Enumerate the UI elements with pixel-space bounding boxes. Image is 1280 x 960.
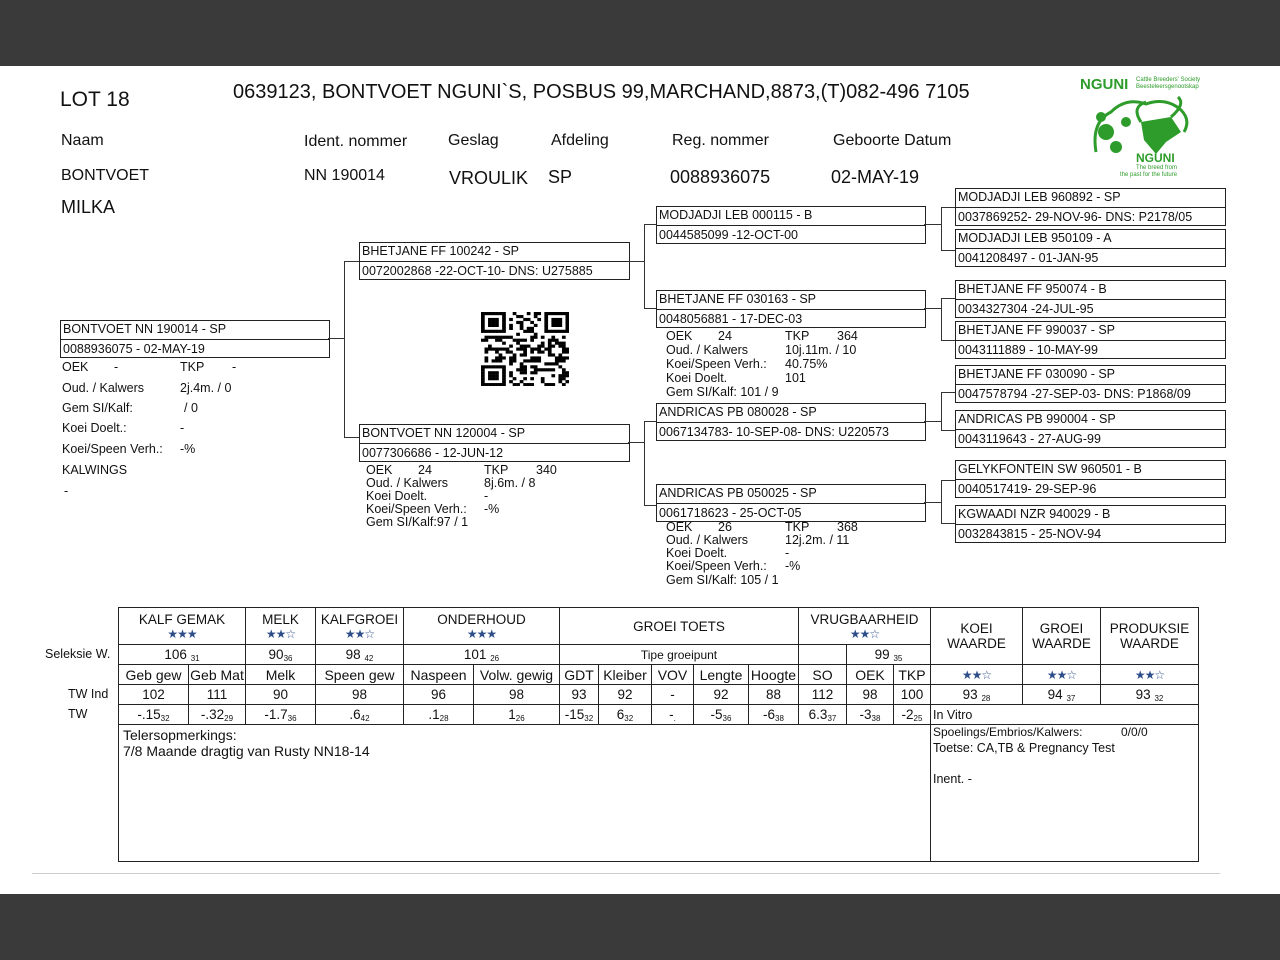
subject-gem-value: / 0 (184, 401, 198, 415)
dd-tkp-label: TKP (785, 520, 810, 534)
g3-3-line-2: 0034327304 -24-JUL-95 (958, 302, 1094, 316)
kalfgroei-group: KALFGROEI ★★☆ (316, 608, 404, 645)
produksie-waarde-header: PRODUKSIE WAARDE (1101, 608, 1199, 665)
subject-line-1: BONTVOET NN 190014 - SP (63, 322, 227, 336)
tw-value: $-.15_{32}$ (119, 705, 189, 725)
subject-speen-label: Koei/Speen Verh.: (62, 442, 163, 456)
g3-7-line-2: 0040517419- 29-SEP-96 (958, 482, 1097, 496)
geboorte-header: Geboorte Datum (833, 132, 952, 149)
g3-6-line-1: ANDRICAS PB 990004 - SP (958, 412, 1116, 426)
vrugbaarheid-selection: 99 $_{35}$ (847, 645, 931, 665)
sd-tkp-value: 364 (837, 329, 858, 343)
sd-oek-label: OEK (666, 329, 693, 343)
tw-ind-value: 92 (599, 685, 652, 705)
tw-ind-label: TW Ind (68, 687, 109, 701)
naam-header: Naam (61, 132, 104, 149)
dam-koei-value: - (484, 489, 489, 503)
tw-ind-value: 96 (404, 685, 474, 705)
column-header: VOV (652, 665, 694, 685)
dam-line-1: BONTVOET NN 120004 - SP (362, 426, 526, 440)
breeder-line: 0639123, BONTVOET NGUNI`S, POSBUS 99,MARCHAND,8873,(T)082-496 7105 (233, 81, 970, 103)
tw-ind-value: - (652, 685, 694, 705)
dam-tkp-label: TKP (484, 463, 509, 477)
dam-koei-label: Koei Doelt. (366, 489, 428, 503)
g3-4-line-2: 0043111889 - 10-MAY-99 (958, 343, 1098, 357)
tw-label: TW (68, 707, 88, 721)
remarks-cell (119, 725, 931, 862)
animal-geboorte: 02-MAY-19 (831, 167, 920, 187)
tw-value: $-_.$ (652, 705, 694, 725)
sd-oud-value: 10j.11m. / 10 (785, 343, 857, 357)
column-header: Hoogte (749, 665, 799, 685)
onderhoud-selection: 101 $_{26}$ (404, 645, 560, 665)
dam-tkp-value: 340 (536, 463, 557, 477)
g3-box-6 (955, 410, 1226, 448)
column-header: GDT (560, 665, 599, 685)
dd-koei-label: Koei Doelt. (666, 546, 728, 560)
tw-value: $-5_{36}$ (694, 705, 749, 725)
g3-5-line-2: 0047578794 -27-SEP-03- DNS: P1868/09 (958, 387, 1191, 401)
g3-1-line-2: 0037869252- 29-NOV-96- DNS: P2178/05 (958, 210, 1193, 224)
subject-stats (62, 361, 322, 501)
subject-tkp-label: TKP (180, 360, 205, 374)
ds-line-1: ANDRICAS PB 080028 - SP (659, 405, 817, 419)
tw-ind-value: 112 (799, 685, 847, 705)
column-header: Melk (246, 665, 316, 685)
dd-speen-value: -% (785, 559, 801, 573)
tw-row (119, 705, 1199, 725)
kalf-gemak-group: KALF GEMAK ★★★ (119, 608, 246, 645)
sd-oud-label: Oud. / Kalwers (666, 343, 748, 357)
vrugbaarheid-group: VRUGBAARHEID ★★☆ (799, 608, 931, 645)
animal-geslag: VROULIK (449, 168, 529, 188)
tw-value: $-1.7_{36}$ (246, 705, 316, 725)
subject-oud-label: Oud. / Kalwers (62, 381, 144, 395)
subject-tkp-value: - (232, 360, 237, 374)
tw-value: $-.32_{29}$ (189, 705, 246, 725)
sd-line-2: 0048056881 - 17-DEC-03 (659, 312, 803, 326)
column-header: Lengte (694, 665, 749, 685)
ident-header: Ident. nommer (304, 133, 408, 150)
dd-tkp-value: 368 (837, 520, 858, 534)
subject-kalwings-value: - (64, 484, 69, 498)
column-header: Geb Mat (190, 666, 244, 683)
sd-koei-value: 101 (785, 371, 806, 385)
dam-oek-value: 24 (418, 463, 432, 477)
dam-stats (366, 464, 626, 534)
tw-ind-value: 102 (119, 685, 189, 705)
star-rating-icon: ★★☆ (931, 665, 1023, 685)
remarks-text: 7/8 Maande dragtig van Rusty NN18-14 (123, 743, 370, 759)
tw-ind-value: 98 (847, 685, 894, 705)
seleksie-label: Seleksie W. (45, 647, 111, 661)
qr-code (481, 312, 569, 386)
kalfgroei-selection: 98 $_{42}$ (316, 645, 404, 665)
ss-line-2: 0044585099 -12-OCT-00 (659, 228, 798, 242)
g3-box-7 (955, 460, 1226, 498)
tw-ind-value: 100 (894, 685, 931, 705)
tw-value: $1_{26}$ (474, 705, 560, 725)
sd-koei-label: Koei Doelt. (666, 371, 728, 385)
star-rating-icon: ★★☆ (1101, 665, 1199, 685)
g3-8-line-1: KGWAADI NZR 940029 - B (958, 507, 1111, 521)
sire-box (359, 242, 630, 280)
tw-ind-value: 98 (316, 685, 404, 705)
g3-7-line-1: GELYKFONTEIN SW 960501 - B (958, 462, 1142, 476)
dam-box (359, 424, 630, 462)
subject-oud-value: 2j.4m. / 0 (180, 381, 232, 395)
star-rating-icon: ★★★ (167, 626, 197, 641)
reg-header: Reg. nommer (672, 132, 769, 149)
tw-ind-value: 98 (474, 685, 560, 705)
g3-2-line-2: 0041208497 - 01-JAN-95 (958, 251, 1099, 265)
column-header: Kleiber (599, 665, 652, 685)
animal-ident: NN 190014 (304, 167, 385, 184)
column-header: SO (799, 665, 847, 685)
groei-toets-group: GROEI TOETS (560, 608, 799, 645)
g3-1-line-1: MODJADJI LEB 960892 - SP (958, 190, 1121, 204)
toetse: Toetse: CA,TB & Pregnancy Test (933, 741, 1115, 755)
subject-oek-label: OEK (62, 360, 89, 374)
tw-value: $.6_{42}$ (316, 705, 404, 725)
subject-koei-label: Koei Doelt.: (62, 421, 127, 435)
remarks-right-cell (931, 725, 1199, 862)
g3-6-line-2: 0043119643 - 27-AUG-99 (958, 432, 1101, 446)
subject-koei-value: - (180, 421, 185, 435)
star-rating-icon: ★★☆ (1023, 665, 1101, 685)
kalf-gemak-selection: 106 $_{31}$ (119, 645, 246, 665)
sd-line-1: BHETJANE FF 030163 - SP (659, 292, 817, 306)
ds-line-2: 0067134783- 10-SEP-08- DNS: U220573 (659, 425, 890, 439)
column-header: Geb gew (119, 665, 189, 685)
logo-brand-small: NGUNI (1136, 151, 1175, 165)
in-vitro: In Vitro (931, 705, 1199, 725)
g3-3-line-1: BHETJANE FF 950074 - B (958, 282, 1107, 296)
bottom-rule (32, 873, 1220, 874)
melk-selection: $90_{36}$ (246, 645, 316, 665)
animal-afdeling: SP (548, 167, 573, 187)
dd-speen-label: Koei/Speen Verh.: (666, 559, 767, 573)
dam-oud-label: Oud. / Kalwers (366, 476, 448, 490)
afdeling-header: Afdeling (551, 132, 609, 149)
g3-box-3 (955, 280, 1226, 318)
g3-box-4 (955, 321, 1226, 359)
dd-oek-label: OEK (666, 520, 693, 534)
subject-oek-value: - (114, 360, 119, 374)
star-rating-icon: ★★★ (466, 626, 497, 641)
bottom-bar (0, 894, 1280, 960)
tw-value: $6.3_{37}$ (799, 705, 847, 725)
tipe-groeipunt: Tipe groeipunt (560, 645, 799, 665)
tw-value: $-15_{32}$ (560, 705, 599, 725)
animal-name-1: BONTVOET (61, 167, 150, 184)
sd-box (656, 290, 926, 328)
subject-line-2: 0088936075 - 02-MAY-19 (63, 342, 205, 356)
tw-value: $-3_{38}$ (847, 705, 894, 725)
evaluation-table (118, 607, 1199, 862)
tw-ind-value: 111 (189, 685, 246, 705)
sd-speen-label: Koei/Speen Verh.: (666, 357, 767, 371)
dd-line-1: ANDRICAS PB 050025 - SP (659, 486, 817, 500)
star-rating-icon: ★★☆ (849, 626, 880, 641)
dd-oek-value: 26 (718, 520, 732, 534)
column-header: Speen gew (316, 665, 404, 685)
dd-line-2: 0061718623 - 25-OCT-05 (659, 506, 802, 520)
subject-gem-label: Gem SI/Kalf: (62, 401, 133, 415)
tw-value: $-2_{25}$ (894, 705, 931, 725)
tw-ind-value: 88 (749, 685, 799, 705)
tw-ind-row (119, 685, 1199, 705)
ss-box (656, 206, 926, 244)
ss-line-1: MODJADJI LEB 000115 - B (659, 208, 813, 222)
tw-ind-value: 90 (246, 685, 316, 705)
tw-value: $.1_{28}$ (404, 705, 474, 725)
spoeling-value: 0/0/0 (1121, 725, 1148, 739)
sd-stats (666, 330, 926, 400)
melk-group: MELK ★★☆ (246, 608, 316, 645)
logo-tagline-1: The breed from (1136, 165, 1178, 171)
dd-stats (666, 521, 926, 591)
geslag-header: Geslag (448, 132, 499, 149)
dd-oud-value: 12j.2m. / 11 (785, 533, 850, 547)
column-header: Naspeen (404, 665, 474, 685)
g3-8-line-2: 0032843815 - 25-NOV-94 (958, 527, 1102, 541)
g3-2-line-1: MODJADJI LEB 950109 - A (958, 231, 1112, 245)
g3-5-line-1: BHETJANE FF 030090 - SP (958, 367, 1116, 381)
g3-box-1 (955, 188, 1226, 226)
sire-line-1: BHETJANE FF 100242 - SP (362, 244, 520, 258)
top-bar (0, 0, 1280, 66)
dd-gem-label: Gem SI/Kalf: 105 / 1 (666, 573, 779, 587)
dd-box (656, 484, 926, 522)
dd-koei-value: - (785, 546, 790, 560)
index-value: 94 $_{37}$ (1023, 685, 1101, 705)
dam-line-2: 0077306686 - 12-JUN-12 (362, 446, 504, 460)
koei-waarde-header: KOEI WAARDE (931, 608, 1023, 665)
star-rating-icon: ★★☆ (344, 626, 375, 641)
animal-name-2: MILKA (61, 197, 116, 217)
tw-ind-value: 92 (694, 685, 749, 705)
sd-tkp-label: TKP (785, 329, 810, 343)
index-value: 93 $_{28}$ (931, 685, 1023, 705)
sire-line-2: 0072002868 -22-OCT-10- DNS: U275885 (362, 264, 593, 278)
sd-oek-value: 24 (718, 329, 732, 343)
inent: Inent. - (933, 772, 972, 786)
dam-oek-label: OEK (366, 463, 393, 477)
remarks-label: Telersopmerkings: (123, 727, 237, 743)
onderhoud-group: ONDERHOUD ★★★ (404, 608, 560, 645)
logo-brand: NGUNI (1080, 76, 1129, 93)
g3-box-5 (955, 365, 1226, 403)
index-value: 93 $_{32}$ (1101, 685, 1199, 705)
dd-oud-label: Oud. / Kalwers (666, 533, 748, 547)
g3-box-8 (955, 505, 1226, 543)
tw-value: $6_{32}$ (599, 705, 652, 725)
dam-oud-value: 8j.6m. / 8 (484, 476, 536, 490)
column-header-row (119, 665, 1199, 685)
tw-ind-value: 93 (560, 685, 599, 705)
star-rating-icon: ★★☆ (265, 626, 296, 641)
ds-box (656, 403, 926, 441)
tw-value: $-6_{38}$ (749, 705, 799, 725)
g3-box-2 (955, 229, 1226, 267)
dam-gem-label: Gem SI/Kalf:97 / 1 (366, 515, 469, 529)
logo-tagline-2: the past for the future (1120, 172, 1178, 178)
logo-society-2: Beesteleersgenootskap (1136, 84, 1199, 90)
logo-society-1: Cattle Breeders' Society (1136, 77, 1201, 83)
column-header: TKP (894, 665, 931, 685)
subject-kalwings-label: KALWINGS (62, 463, 128, 477)
sd-gem-label: Gem SI/Kalf: 101 / 9 (666, 385, 779, 399)
g3-4-line-1: BHETJANE FF 990037 - SP (958, 323, 1116, 337)
lot-number: LOT 18 (60, 88, 130, 111)
subject-box (60, 320, 330, 358)
column-header: Volw. gewig (474, 665, 560, 685)
sd-speen-value: 40.75% (785, 357, 828, 371)
spoeling-label: Spoelings/Embrios/Kalwers: (933, 725, 1083, 739)
subject-speen-value: -% (180, 442, 196, 456)
animal-reg: 0088936075 (670, 167, 771, 187)
nguni-logo (1078, 76, 1218, 180)
groei-waarde-header: GROEI WAARDE (1023, 608, 1101, 665)
dam-speen-value: -% (484, 502, 500, 516)
column-header: OEK (847, 665, 894, 685)
dam-speen-label: Koei/Speen Verh.: (366, 502, 467, 516)
